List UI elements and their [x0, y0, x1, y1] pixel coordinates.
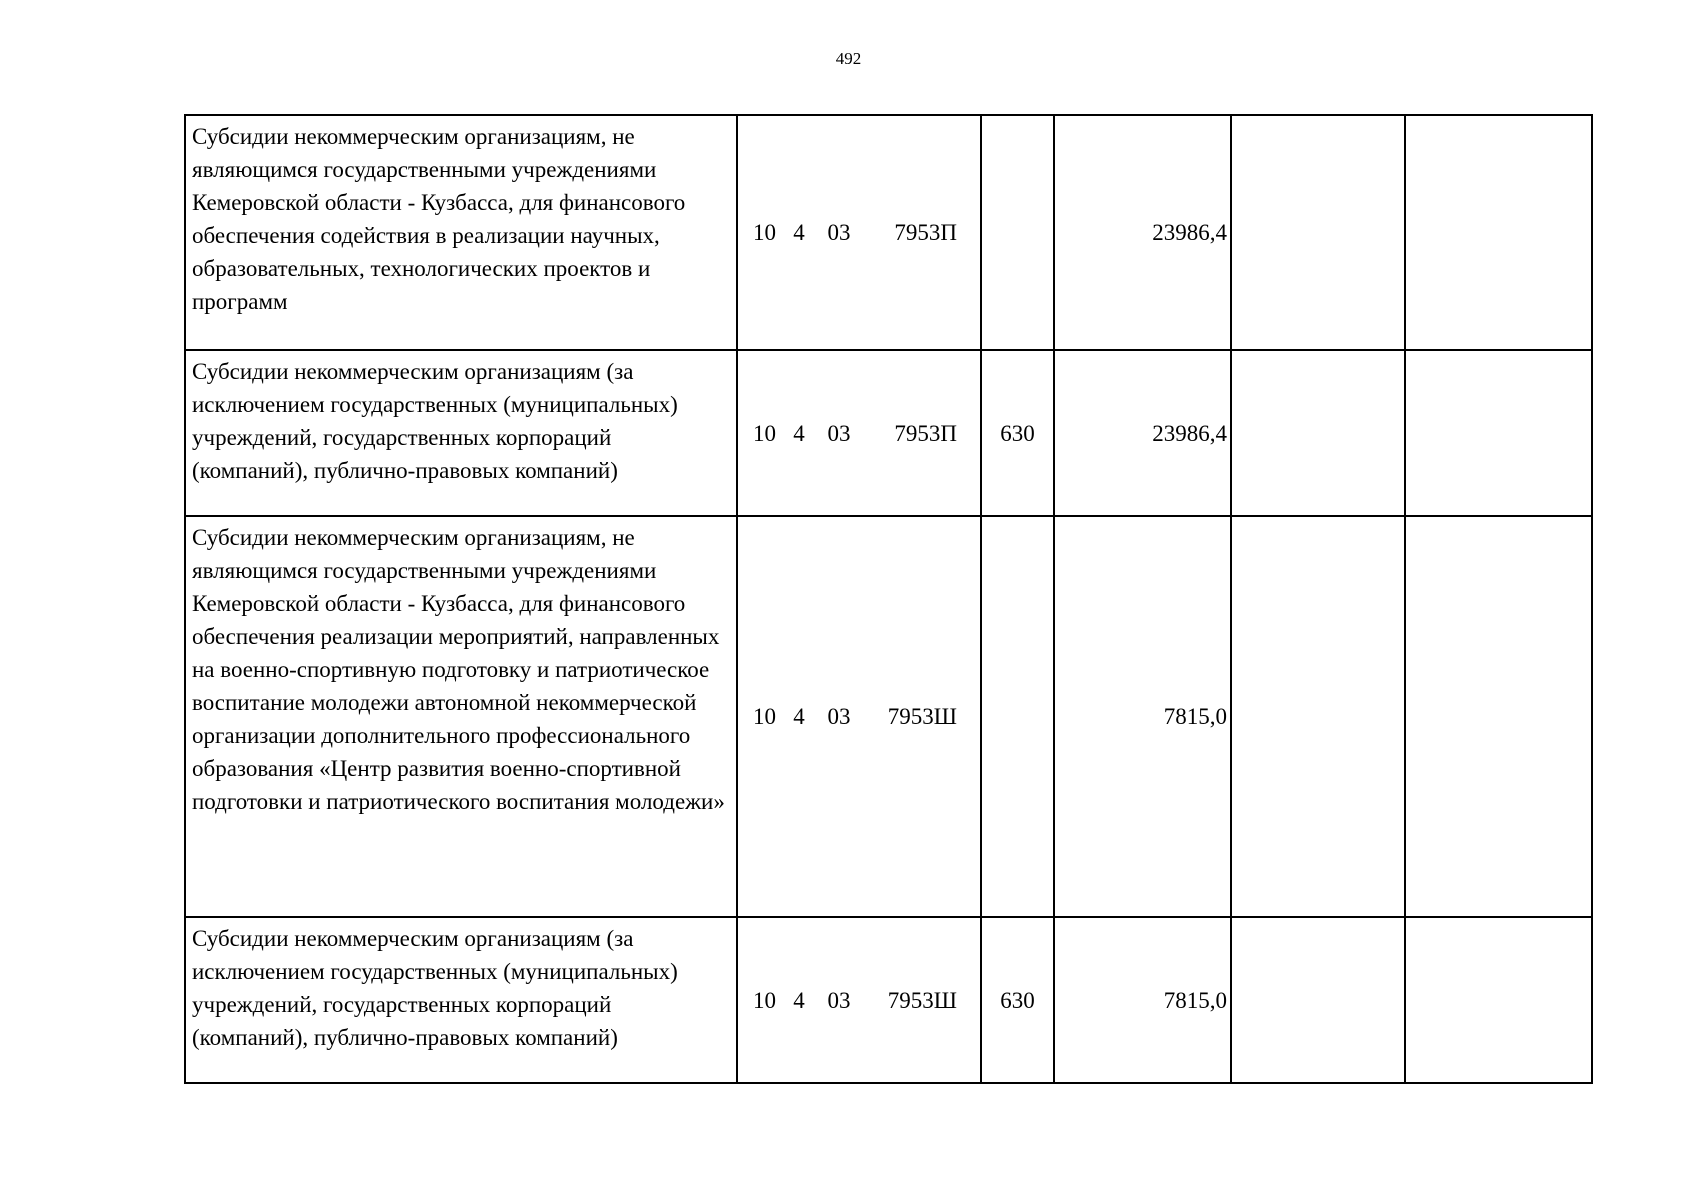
expense-type-cell: 630	[981, 917, 1054, 1083]
subsection-code: 4	[793, 220, 805, 245]
row-name-cell: Субсидии некоммерческим организациям (за исключением государственных (муниципальных) учреждений, государственных корпораций (компаний), публично-правовых компаний)	[185, 350, 737, 516]
amount-cell-3	[1405, 917, 1592, 1083]
row-code-cell	[737, 350, 981, 516]
article-code: 7953Ш	[887, 704, 957, 729]
section-code: 10	[753, 987, 776, 1013]
row-code-cell	[737, 115, 981, 350]
amount-cell-3	[1405, 516, 1592, 917]
amount-cell-2	[1231, 350, 1405, 516]
table-row	[185, 350, 1592, 516]
section-code: 10	[753, 704, 776, 729]
subsection-code: 4	[793, 987, 805, 1013]
amount-cell-2	[1231, 115, 1405, 350]
row-name-cell: Субсидии некоммерческим организациям, не являющимся государственными учреждениями Кемеровской области - Кузбасса, для финансового обеспечения реализации мероприятий, направленных на военно-спортивную подготовку и патриотическое воспитание молодежи автономной некоммерческой организации дополнительного профессионального образования «Центр развития военно-спортивной подготовки и патриотического воспитания молодежи»	[185, 516, 737, 917]
group-code: 03	[827, 420, 851, 446]
amount-cell-3	[1405, 350, 1592, 516]
amount-cell: 23986,4	[1054, 350, 1231, 516]
amount-cell: 7815,0	[1054, 917, 1231, 1083]
table-row	[185, 516, 1592, 917]
subsection-code: 4	[793, 420, 805, 446]
amount-cell-2	[1231, 516, 1405, 917]
row-name-cell: Субсидии некоммерческим организациям (за исключением государственных (муниципальных) учреждений, государственных корпораций (компаний), публично-правовых компаний)	[185, 917, 737, 1083]
row-code-cell	[737, 917, 981, 1083]
article-code: 7953Ш	[887, 987, 957, 1013]
group-code: 03	[827, 704, 851, 729]
expense-type-cell	[981, 516, 1054, 917]
table-row	[185, 115, 1592, 350]
budget-table	[184, 114, 1593, 1084]
section-code: 10	[753, 420, 776, 446]
article-code: 7953П	[894, 420, 957, 446]
group-code: 03	[827, 220, 851, 245]
table-row	[185, 917, 1592, 1083]
row-code-cell	[737, 516, 981, 917]
amount-cell: 7815,0	[1054, 516, 1231, 917]
amount-cell-3	[1405, 115, 1592, 350]
subsection-code: 4	[793, 704, 805, 729]
row-name-cell: Субсидии некоммерческим организациям, не являющимся государственными учреждениями Кемеровской области - Кузбасса, для финансового обеспечения содействия в реализации научных, образовательных, технологических проектов и программ	[185, 115, 737, 350]
group-code: 03	[827, 987, 851, 1013]
section-code: 10	[753, 220, 776, 245]
article-code: 7953П	[894, 220, 957, 245]
amount-cell-2	[1231, 917, 1405, 1083]
amount-cell: 23986,4	[1054, 115, 1231, 350]
expense-type-cell	[981, 115, 1054, 350]
page-number: 492	[835, 49, 862, 68]
expense-type-cell: 630	[981, 350, 1054, 516]
